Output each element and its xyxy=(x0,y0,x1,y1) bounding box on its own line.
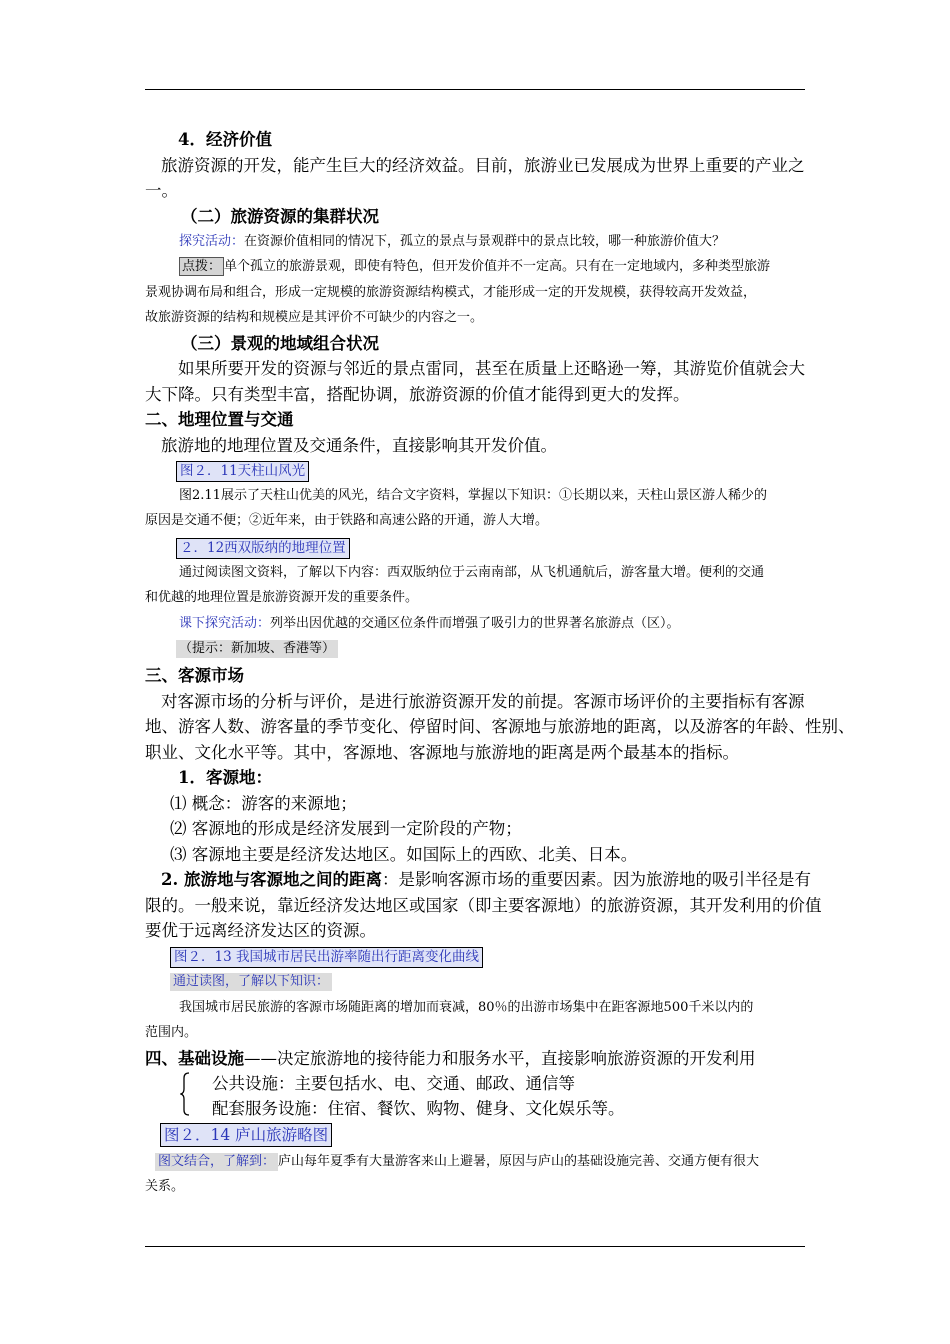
figure-2-12-text-line-2: 和优越的地理位置是旅游资源开发的重要条件。 xyxy=(145,590,419,605)
section-three-text-line-2: 地、游客人数、游客量的季节变化、停留时间、客源地与旅游地的距离，以及游客的年龄、性别、 xyxy=(145,717,855,736)
explore-activity-1 xyxy=(179,231,844,253)
combine-line-1 xyxy=(155,1151,820,1173)
service-facilities: 配套服务设施：住宿、餐饮、购物、健身、文化娱乐等。 xyxy=(212,1099,625,1118)
source-region-item-3: ⑶ 客源地主要是经济发达地区。如国际上的西欧、北美、日本。 xyxy=(170,845,638,864)
hint-text-1: 单个孤立的旅游景观，即使有特色，但开发价值并不一定高。只有在一定地域内，多种类型旅游 xyxy=(224,259,771,274)
subsection-3-title: （三）景观的地域组合状况 xyxy=(181,334,379,353)
distance-text: ：是影响客源市场的重要因素。因为旅游地的吸引半径是有 xyxy=(381,870,811,889)
public-facilities: 公共设施：主要包括水、电、交通、邮政、通信等 xyxy=(212,1074,575,1093)
explore-activity-text: 在资源价值相同的情况下，孤立的景点与景观群中的景点比较，哪一种旅游价值大？ xyxy=(244,234,726,249)
figure-2-13-text-line-2: 范围内。 xyxy=(145,1025,198,1040)
section-4-text-line-1: 旅游资源的开发，能产生巨大的经济效益。目前，旅游业已发展成为世界上重要的产业之 xyxy=(161,156,805,175)
figure-2-14-label: 图２．14 庐山旅游略图 xyxy=(160,1123,332,1147)
after-class-hint xyxy=(176,638,841,660)
left-brace-icon xyxy=(180,1072,190,1116)
read-figure-label: 通过读图，了解以下知识： xyxy=(170,973,332,991)
subsection-3-text-line-2: 大下降。只有类型丰富，搭配协调，旅游资源的价值才能得到更大的发挥。 xyxy=(145,385,690,404)
distance-line-3: 要优于远离经济发达区的资源。 xyxy=(145,921,376,940)
section-four-title: 四、基础设施 xyxy=(145,1049,244,1068)
explore-activity-label: 探究活动： xyxy=(179,234,245,249)
after-class-text: 列举出因优越的交通区位条件而增强了吸引力的世界著名旅游点（区）。 xyxy=(270,616,680,631)
section-three-title: 三、客源市场 xyxy=(145,666,244,685)
section-4-text-line-2: 一。 xyxy=(145,181,178,200)
hint-line-2: 景观协调布局和组合，形成一定规模的旅游资源结构模式，才能形成一定的开发规模，获得较高开发效益， xyxy=(145,285,757,300)
figure-2-12-text-line-1: 通过阅读图文资料，了解以下内容：西双版纳位于云南南部，从飞机通航后，游客量大增。便利的交通 xyxy=(179,565,765,580)
source-region-item-2: ⑵ 客源地的形成是经济发展到一定阶段的产物； xyxy=(170,819,522,838)
after-class-hint-text: （提示：新加坡、香港等） xyxy=(176,640,338,658)
combine-line-2: 关系。 xyxy=(145,1179,185,1194)
figure-2-14-caption xyxy=(160,1123,825,1147)
figure-2-13-text-line-1: 我国城市居民旅游的客源市场随距离的增加而衰减，80％的出游市场集中在距客源地500千米以内的 xyxy=(179,1000,754,1015)
distance-line-1 xyxy=(161,867,826,893)
section-two-text: 旅游地的地理位置及交通条件，直接影响其开发价值。 xyxy=(161,436,557,455)
figure-2-11-label: 图２．11天柱山风光 xyxy=(176,461,309,482)
hint-label: 点拨： xyxy=(179,257,224,276)
header-rule xyxy=(145,89,805,90)
after-class-label: 课下探究活动： xyxy=(179,616,271,631)
figure-2-12-label: ２．12西双版纳的地理位置 xyxy=(176,538,350,559)
figure-2-11-text-line-2: 原因是交通不便；②近年来，由于铁路和高速公路的开通，游人大增。 xyxy=(145,513,549,528)
figure-2-13-caption xyxy=(170,946,835,968)
after-class-activity xyxy=(179,613,844,635)
read-figure-line xyxy=(170,971,835,993)
figure-2-13-label: 图２．13 我国城市居民出游率随出行距离变化曲线 xyxy=(170,947,483,968)
section-four-line xyxy=(145,1046,810,1072)
source-region-title: 1．客源地： xyxy=(178,768,272,787)
source-region-item-1: ⑴ 概念：游客的来源地； xyxy=(170,794,357,813)
figure-2-12-caption xyxy=(176,537,841,559)
subsection-3-text-line-1: 如果所要开发的资源与邻近的景点雷同，甚至在质量上还略逊一筹，其游览价值就会大 xyxy=(178,359,805,378)
figure-2-11-caption xyxy=(176,460,841,482)
section-three-text-line-1: 对客源市场的分析与评价，是进行旅游资源开发的前提。客源市场评价的主要指标有客源 xyxy=(161,692,805,711)
hint-line-3: 故旅游资源的结构和规模应是其评价不可缺少的内容之一。 xyxy=(145,310,484,325)
footer-rule xyxy=(145,1246,805,1247)
combine-text-1: 庐山每年夏季有大量游客来山上避暑，原因与庐山的基础设施完善、交通方便有很大 xyxy=(278,1154,760,1169)
section-three-text-line-3: 职业、文化水平等。其中，客源地、客源地与旅游地的距离是两个最基本的指标。 xyxy=(145,743,739,762)
section-four-text: ——决定旅游地的接待能力和服务水平，直接影响旅游资源的开发利用 xyxy=(244,1049,756,1068)
combine-label: 图文结合，了解到： xyxy=(155,1153,278,1171)
section-4-title: 4．经济价值 xyxy=(178,130,272,149)
figure-2-11-text-line-1: 图2.11展示了天柱山优美的风光，结合文字资料，掌握以下知识：①长期以来，天柱山景区游人稀少的 xyxy=(179,488,767,503)
subsection-2-title: （二）旅游资源的集群状况 xyxy=(181,207,379,226)
distance-line-2: 限的。一般来说，靠近经济发达地区或国家（即主要客源地）的旅游资源，其开发利用的价值 xyxy=(145,896,822,915)
distance-title: 2. 旅游地与客源地之间的距离 xyxy=(161,870,382,889)
section-two-title: 二、地理位置与交通 xyxy=(145,410,294,429)
hint-line-1 xyxy=(179,256,844,278)
